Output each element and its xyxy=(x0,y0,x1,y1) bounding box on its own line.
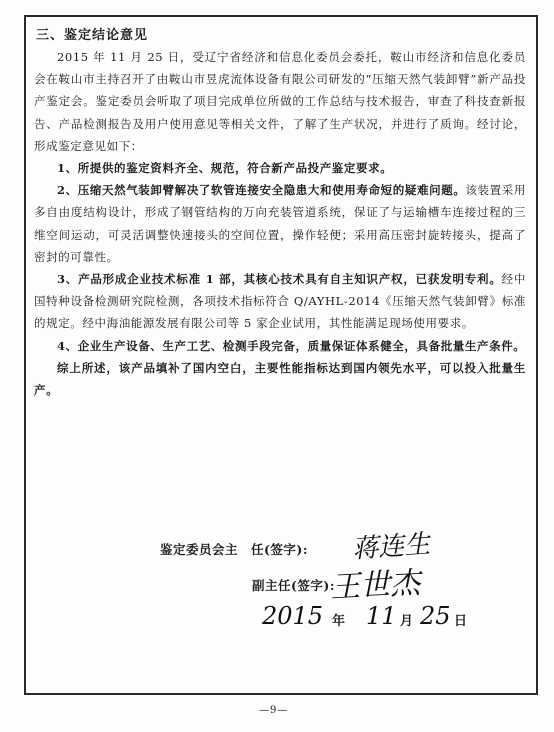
chair-handwritten-signature: 蒋连生 xyxy=(351,529,432,565)
vice-chair-signature-label: 副主任(签字): xyxy=(252,578,335,593)
opinion-item-1: 1、所提供的鉴定资料齐全、规范，符合新产品投产鉴定要求。 xyxy=(57,161,393,176)
document-body xyxy=(34,46,526,401)
opinion-item-2-lead: 2、压缩天然气装卸臂解决了软管连接安全隐患大和使用寿命短的疑难问题。 xyxy=(57,183,466,198)
page-border-left xyxy=(24,15,26,695)
chair-signature-label: 鉴定委员会主 任(签字): xyxy=(160,542,308,557)
date-day-char: 日 xyxy=(454,614,468,629)
opinion-item-3 xyxy=(34,268,526,335)
intro-paragraph: 2015 年 11 月 25 日，受辽宁省经济和信息化委员会委托，鞍山市经济和信息化委员会在鞍山市主持召开了由鞍山市昱虎流体设备有限公司研发的“压缩天然气装卸臂”新产品投产鉴定会。鉴定委员会听取了项目完成单位所做的工作总结与技术报告，审查了科技查新报告、产品检测报告及用户使用意见等相关文件，了解了生产状况，并进行了质询。经讨论，形成鉴定意见如下： xyxy=(34,50,526,153)
date-year-char: 年 xyxy=(332,614,346,629)
page-border-right xyxy=(536,15,538,695)
opinion-item-2 xyxy=(34,179,526,268)
date-month-char: 月 xyxy=(400,614,414,629)
page-number: —9— xyxy=(259,705,289,716)
opinion-item-4: 4、企业生产设备、生产工艺、检测手段完备，质量保证体系健全，具备批量生产条件。 xyxy=(57,338,526,353)
date-day: 25 xyxy=(420,602,451,630)
page-border-bottom xyxy=(24,693,538,695)
page-border-top xyxy=(24,15,538,17)
opinion-item-3-lead: 3、产品形成企业技术标准 1 部，其核心技术具有自主知识产权，已获发明专利。 xyxy=(57,272,502,287)
vice-chair-handwritten-signature: 王世杰 xyxy=(329,565,422,606)
opinion-item-3-body: 经中国特种设备检测研究院检测，各项技术指标符合 Q/AYHL-2014《压缩天然气装卸臂》标准的规定。经中海油能源发展有限公司等 5 家企业试用，其性能满足现场使用要求。 xyxy=(34,272,526,331)
opinion-item-2-body: 该装置采用多自由度结构设计，形成了钢管结构的万向充装管道系统，保证了与运输槽车连接过程的三维空间运动，可灵活调整快速接头的空间位置，操作轻便；采用高压密封旋转接头，提高了密封的可靠性。 xyxy=(34,183,526,264)
date-month: 11 xyxy=(366,602,397,630)
date-year: 2015 xyxy=(262,602,324,630)
conclusion-paragraph: 综上所述，该产品填补了国内空白，主要性能指标达到国内领先水平，可以投入批量生产。 xyxy=(34,360,526,398)
section-heading: 三、鉴定结论意见 xyxy=(36,28,149,43)
